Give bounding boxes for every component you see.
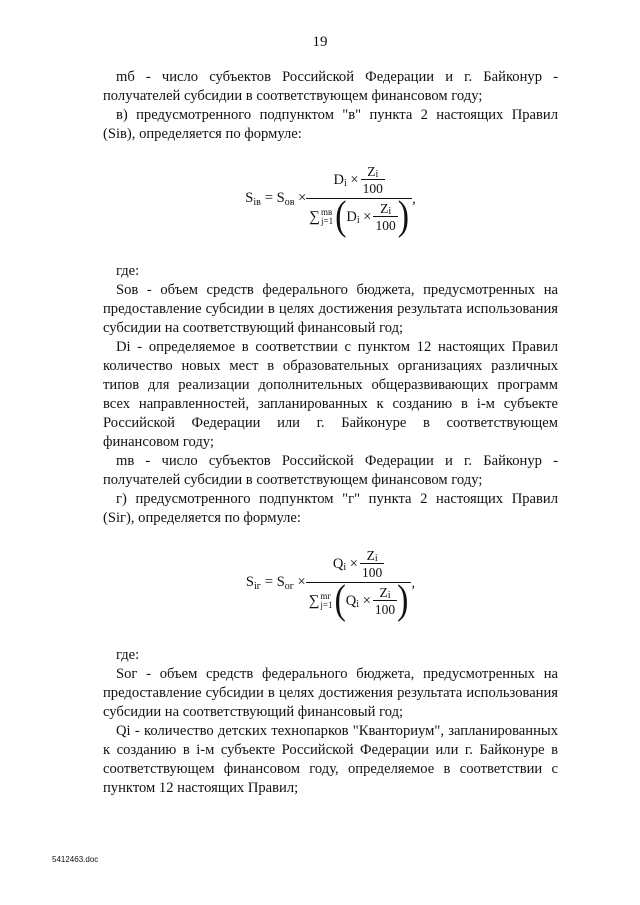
paragraph-d-i: Dі - определяемое в соответствии с пунктом 12 настоящих Правил количество новых мест в образовательных организациях различных типов для реализации дополнительных общеразвивающих программ всех направленностей, запланированных к созданию в i-м субъекте Российской Федерации или г. Байконуре в соответствующем финансовом году; (103, 339, 558, 450)
formula-z-fraction: Z i 100 (361, 548, 383, 580)
formula-main-fraction (306, 548, 412, 623)
where-label-2: где: (116, 647, 140, 663)
formula-main-fraction (306, 164, 412, 239)
formula-numerator: Q i × Z i 100 (332, 548, 383, 580)
formula-s-ig: $S_{iг}$ = $S_{ог}$ × Q i × Z i 100 ∑ mг j=1 ( Q i × Z i 100 ) , (245, 548, 416, 623)
formula-lhs: $S_{iв}$ (245, 190, 261, 208)
formula-equals: = $S_{ог}$ × (264, 574, 306, 592)
document-body (103, 68, 558, 798)
formula-denominator: ∑ mг j=1 ( Q i × Z i 100 ) (306, 582, 412, 618)
paragraph-item-g: г) предусмотренного подпунктом "г" пункта 2 настоящих Правил (Sіг), определяется по формуле: (103, 491, 558, 526)
formula-numerator: D i × Z i 100 (333, 164, 383, 196)
paragraph-q-i: Qі - количество детских технопарков "Кванториум", запланированных к созданию в i-м субъекте Российской Федерации или г. Байконуре в соответствующем финансовом году, определяемое в соответствии с пунктом 12 настоящих Правил; (103, 723, 558, 796)
paragraph-s-og: Sог - объем средств федерального бюджета, предусмотренных на предоставление субсидии в целях достижения результата использования субсидии на соответствующий финансовый год; (103, 666, 558, 720)
paragraph-s-ov: Sов - объем средств федерального бюджета, предусмотренных на предоставление субсидии в целях достижения результата использования субсидии на соответствующий финансовый год; (103, 282, 558, 336)
paragraph-m-v: mв - число субъектов Российской Федерации и г. Байконур - получателей субсидии в соответствующем финансовом году; (103, 453, 558, 488)
paragraph-m-b: mб - число субъектов Российской Федерации и г. Байконур - получателей субсидии в соответствующем финансовом году; (103, 69, 558, 104)
where-label-1: где: (116, 263, 140, 279)
formula-equals: = $S_{ов}$ × (264, 190, 307, 208)
formula-s-iv: $S_{iв}$ = $S_{ов}$ × D i × Z i 100 ∑ mв j=1 ( D i × Z i 100 ) , (245, 164, 416, 239)
formula-denominator: ∑ mв j=1 ( D i × Z i 100 ) (306, 198, 412, 234)
file-name-footer: 5412463.doc (52, 855, 99, 864)
formula-z-fraction: Z i 100 (362, 164, 383, 196)
page-number: 19 (312, 34, 328, 50)
formula-lhs: $S_{iг}$ (245, 574, 261, 592)
paragraph-item-v: в) предусмотренного подпунктом "в" пункта 2 настоящих Правил (Sів), определяется по формуле: (103, 107, 558, 142)
